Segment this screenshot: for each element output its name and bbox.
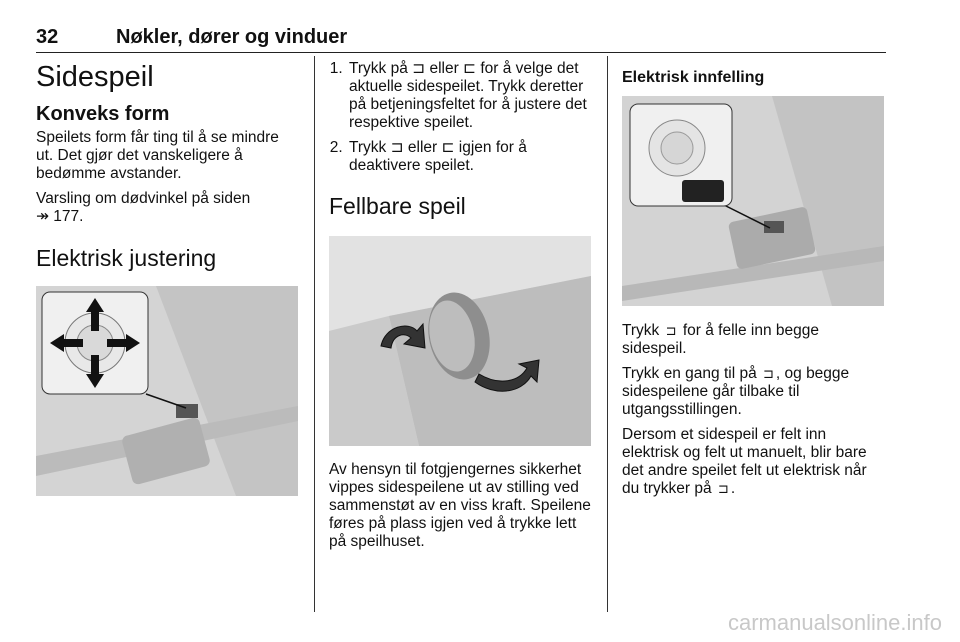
paragraph <box>622 322 884 358</box>
list-item: 1. Trykk på ⊐ eller ⊏ for å velge det aktuelle sidespeilet. Trykk deretter på betjeningsfeltet for å justere det respektive speilet. <box>347 60 591 132</box>
paragraph-text: Trykk <box>622 322 660 339</box>
paragraph-text: Varsling om dødvinkel på siden <box>36 190 251 207</box>
column-divider <box>607 56 608 612</box>
elektrisk-justering-title: Elektrisk justering <box>36 245 217 271</box>
column-right <box>622 60 884 88</box>
chapter-title: Nøkler, dører og vinduer <box>116 26 348 48</box>
column-divider <box>314 56 315 612</box>
paragraph-text: . <box>730 480 736 497</box>
paragraph <box>622 426 884 498</box>
mirror-fold-icon: ⊐ <box>763 366 774 381</box>
fold-button-figure <box>622 96 884 306</box>
mirror-fold-icon: ⊐ <box>665 323 677 338</box>
column-middle <box>329 60 591 220</box>
folding-mirror-figure <box>329 236 591 446</box>
page-reference[interactable]: 177. <box>53 208 84 225</box>
paragraph-text: for å felle inn begge sidespeil. <box>622 322 819 357</box>
paragraph: Speilets form får ting til å se mindre ut. Det gjør det vanskeligere å bedømme avstander. <box>36 129 279 182</box>
paragraph-text: Dersom et sidespeil er felt inn elektrisk og felt ut manuelt, blir bare det andre speilet felt ut elektrisk når du trykker på <box>622 426 867 497</box>
section-title: Sidespeil <box>36 61 154 93</box>
column-left <box>36 60 298 272</box>
column-middle-lower <box>329 461 591 551</box>
fellbare-speil-title: Fellbare speil <box>329 193 466 219</box>
paragraph <box>36 190 298 226</box>
page-number: 32 <box>36 26 59 48</box>
paragraph-text: Trykk en gang til på <box>622 365 757 382</box>
mirror-adjust-figure <box>36 286 298 496</box>
page-header <box>36 26 886 53</box>
list-item: 2. Trykk ⊐ eller ⊏ igjen for å deaktivere speilet. <box>347 139 591 175</box>
elektrisk-innfelling-title: Elektrisk innfelling <box>622 69 765 86</box>
paragraph: Av hensyn til fotgjengernes sikkerhet vippes sidespeilene ut av stilling ved sammenstøt av en viss kraft. Speilene føres på plass igjen ved å trykke lett på speilhuset. <box>329 461 591 550</box>
column-right-lower <box>622 322 884 498</box>
mirror-fold-icon: ⊐ <box>717 481 729 496</box>
instruction-list <box>329 60 591 175</box>
paragraph-text: , og begge sidespeilene går tilbake til utgangsstillingen. <box>622 365 850 418</box>
subsection-title: Konveks form <box>36 103 170 125</box>
watermark: carmanualsonline.info <box>727 610 942 635</box>
paragraph <box>622 365 884 419</box>
reference-arrow-icon: ↠ <box>36 208 54 225</box>
